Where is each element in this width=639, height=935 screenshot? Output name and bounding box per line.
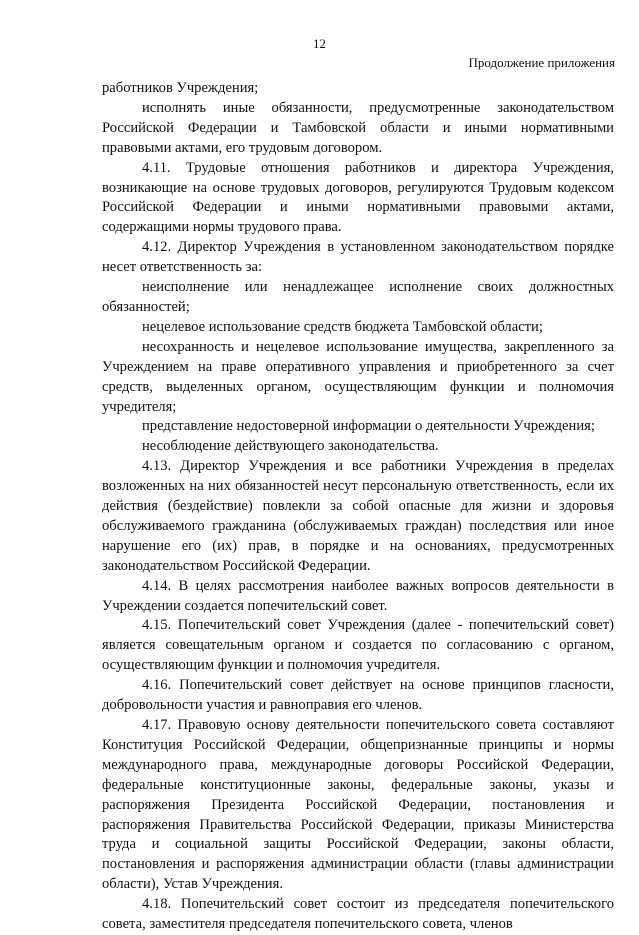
paragraph: несохранность и нецелевое использование имущества, закрепленного за Учреждением на праве оперативного управления и приобретенного за счет средств, выделенных органом, осуществляющим функции и полномочия учредителя;: [102, 338, 614, 415]
paragraph: 4.16. Попечительский совет действует на основе принципов гласности, добровольности участия и равноправия его членов.: [102, 677, 614, 714]
paragraph: 4.14. В целях рассмотрения наиболее важных вопросов деятельности в Учреждении создается попечительский совет.: [102, 577, 614, 614]
paragraph: 4.11. Трудовые отношения работников и директора Учреждения, возникающие на основе трудовых договоров, регулируются Трудовым кодексом Российской Федерации и иными нормативными правовыми актами, содержащими нормы трудового права.: [102, 159, 614, 236]
document-body: [102, 79, 614, 935]
paragraph: представление недостоверной информации о деятельности Учреждения;: [142, 418, 595, 435]
paragraph: 4.12. Директор Учреждения в установленном законодательством порядке несет ответственность за:: [102, 239, 614, 276]
paragraph: 4.15. Попечительский совет Учреждения (далее - попечительский совет) является совещательным органом и создается по согласованию с органом, осуществляющим функции и полномочия учредителя.: [102, 617, 614, 674]
paragraph: работников Учреждения;: [102, 80, 259, 96]
page-number: 12: [313, 36, 326, 51]
continuation-note: Продолжение приложения: [468, 55, 615, 70]
paragraph: нецелевое использование средств бюджета Тамбовской области;: [142, 318, 543, 335]
paragraph: несоблюдение действующего законодательства.: [142, 438, 439, 455]
paragraph: исполнять иные обязанности, предусмотренные законодательством Российской Федерации и Тамбовской области и иными нормативными правовыми актами, его трудовым договором.: [102, 99, 614, 156]
paragraph: 4.13. Директор Учреждения и все работники Учреждения в пределах возложенных на них обязанностей несут персональную ответственность, если их действия (бездействие) повлекли за собой опасные для жизни и здоровья обслуживаемого гражданина (обслуживаемых граждан) последствия или иное нарушение его (их) прав, в порядке и на основаниях, предусмотренных законодательством Российской Федерации.: [102, 458, 614, 574]
paragraph: 4.18. Попечительский совет состоит из председателя попечительского совета, заместителя председателя попечительского совета, членов: [102, 896, 614, 933]
paragraph: 4.17. Правовую основу деятельности попечительского совета составляют Конституция Российской Федерации, общепризнанные принципы и нормы международного права, международные договоры Российской Федерации, федеральные конституционные законы, федеральные законы, указы и распоряжения Президента Российской Федерации, постановления и распоряжения Правительства Российской Федерации, приказы Министерства труда и социальной защиты Российской Федерации, законы области, постановления и распоряжения администрации области (главы администрации области), Устав Учреждения.: [102, 717, 614, 893]
paragraph: неисполнение или ненадлежащее исполнение своих должностных обязанностей;: [102, 279, 614, 315]
